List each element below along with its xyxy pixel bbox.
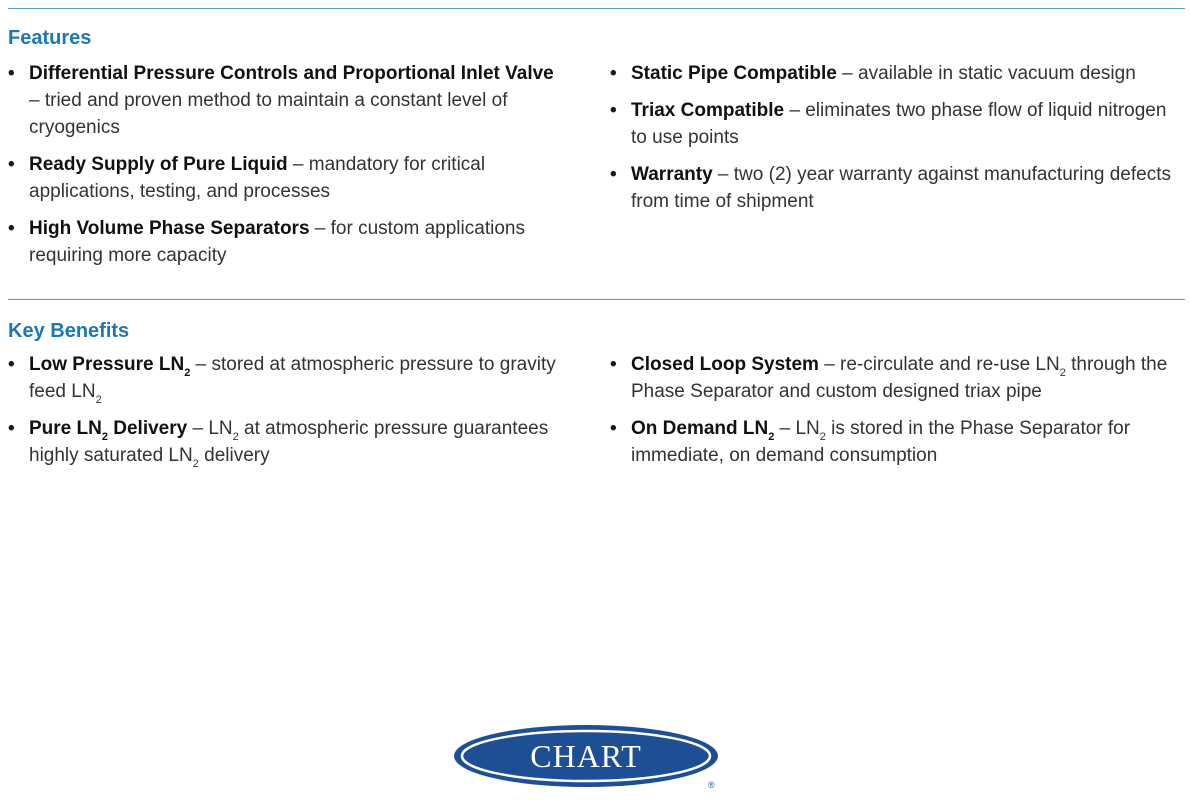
bullet: •: [610, 164, 617, 185]
benefit-description: – $LN_2$ at atmospheric pressure guarantees highly saturated $LN_2$ delivery: [29, 418, 549, 470]
benefits-right-column: [610, 351, 1185, 479]
features-heading: Features: [8, 27, 92, 49]
benefit-item: [8, 351, 568, 405]
benefit-item: [610, 351, 1185, 405]
feature-item: • Ready Supply of Pure Liquid – mandatory for critical applications, testing, and processes: [8, 151, 568, 205]
feature-description: two (2) year warranty against manufacturing defects from time of shipment: [631, 164, 1171, 212]
bullet: •: [8, 218, 15, 239]
feature-description: available in static vacuum design: [858, 63, 1136, 84]
feature-item: • Triax Compatible – eliminates two phase flow of liquid nitrogen to use points: [610, 97, 1180, 151]
bullet: •: [8, 418, 15, 439]
bullet: •: [8, 354, 15, 375]
features-right-column: [610, 60, 1180, 225]
benefits-left-column: [8, 351, 568, 479]
benefit-title: Low Pressure $LN_2$: [29, 354, 191, 379]
top-divider: [8, 8, 1185, 9]
benefit-title: Pure $LN_2$ Delivery: [29, 418, 188, 443]
bullet: •: [8, 63, 15, 84]
feature-title: High Volume Phase Separators: [29, 218, 310, 239]
feature-title: Ready Supply of Pure Liquid: [29, 154, 288, 175]
feature-description: eliminates two phase flow of liquid nitrogen to use points: [631, 100, 1167, 148]
bullet: •: [8, 154, 15, 175]
feature-title: Static Pipe Compatible: [631, 63, 837, 84]
bullet: •: [610, 100, 617, 121]
benefit-title: On Demand $LN_2$: [631, 418, 775, 443]
bullet: •: [610, 63, 617, 84]
benefit-description: – re-circulate and re-use $LN_2$ through the Phase Separator and custom designed triax pipe: [631, 354, 1168, 402]
benefit-description: – $LN_2$ is stored in the Phase Separator for immediate, on demand consumption: [631, 418, 1131, 466]
feature-title: Triax Compatible: [631, 100, 785, 121]
benefit-description: – stored at atmospheric pressure to gravity feed $LN_2$: [29, 354, 556, 406]
feature-item: • Static Pipe Compatible – available in static vacuum design: [610, 60, 1180, 87]
feature-item: • Warranty – two (2) year warranty against manufacturing defects from time of shipment: [610, 161, 1180, 215]
bullet: •: [610, 418, 617, 439]
chart-logo: [454, 724, 724, 794]
registered-mark: ®: [708, 780, 715, 790]
benefit-item: [8, 415, 568, 469]
feature-description: for custom applications requiring more capacity: [29, 218, 525, 266]
key-benefits-heading: Key Benefits: [8, 320, 130, 342]
feature-item: • High Volume Phase Separators – for custom applications requiring more capacity: [8, 215, 568, 269]
feature-item: • Differential Pressure Controls and Proportional Inlet Valve – tried and proven method to maintain a constant level of cryogenics: [8, 60, 568, 141]
features-left-column: [8, 60, 568, 279]
feature-description: tried and proven method to maintain a constant level of cryogenics: [29, 90, 508, 138]
logo-wordmark: CHART: [530, 738, 642, 774]
feature-title: Differential Pressure Controls and Proportional Inlet Valve: [29, 63, 554, 84]
benefit-title: Closed Loop System: [631, 354, 819, 375]
benefit-item: [610, 415, 1185, 469]
middle-divider: [8, 299, 1185, 300]
feature-description: mandatory for critical applications, testing, and processes: [29, 154, 486, 202]
bullet: •: [610, 354, 617, 375]
feature-title: Warranty: [631, 164, 713, 185]
